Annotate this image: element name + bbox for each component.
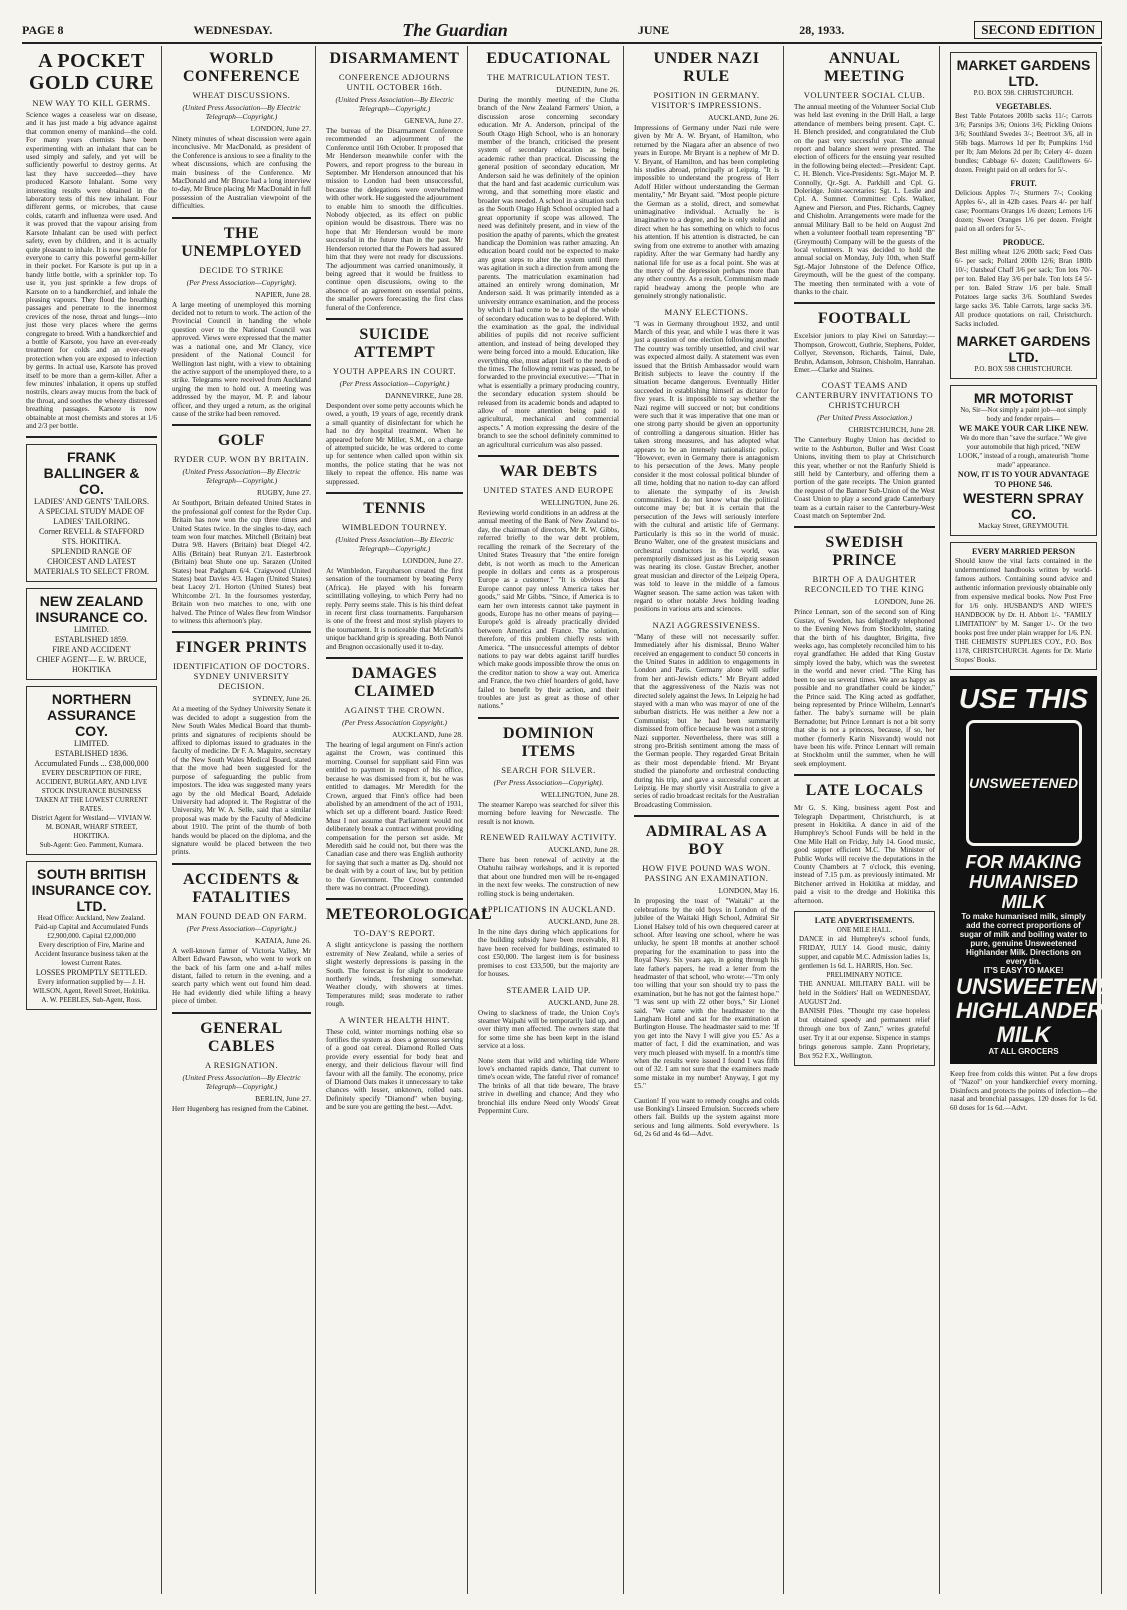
- ad-body: We do more than "save the surface." We give your automobile that high priced, "NEW LOOK," instead of a rough, amateurish "home made" appearance.: [958, 434, 1089, 469]
- ad-title: USE THIS: [958, 683, 1089, 714]
- section-vegetables: VEGETABLES.: [995, 102, 1052, 111]
- subhead: UNITED STATES AND EUROPE: [483, 485, 614, 496]
- ad-title: MARKET GARDENS LTD.: [956, 57, 1091, 89]
- divider: [794, 302, 935, 304]
- ad-body: No, Sir—Not simply a paint job—not simply body and fender repairs—: [960, 406, 1087, 423]
- ad-body: Best milling wheat 12/6 200lb sack; Feed Oats 6/- per sack; Pollard 200lb 12/6; Bran 180lb 10/-; Oatsheaf Chaff 3/6 per sack; Ton lots 70/- per ton. Baled Hay 3/6 per bale. Ton lots £4 5/- per ton. Baled Straw 1/6 per bale. Small Potatoes large sacks 3/6. Southland Swedes large sacks 3/6. Table Carrots, large sacks 3/6. All produce quotations on rail, Christchurch. Sacks included.: [955, 248, 1092, 328]
- ad-line: Accumulated Funds ... £38,000,000: [34, 759, 149, 769]
- credit-line: (Per Press Association—Copyright.): [339, 378, 450, 388]
- headline-world-conference: WORLD CONFERENCE: [182, 50, 300, 85]
- ad-south-british: [26, 861, 157, 1010]
- ad-body: Should know the vital facts contained in the undermentioned handbooks written by world-famous authors. Containing sound advice and authentic information previously obtainable only from expensive medical books. Now Post Free for 1/6 only. HUSBAND'S AND WIFE'S HANDBOOK by Dr. H. Abbott 1/-. "FAMILY LIMITATION" by M. Sanger 1/-. Or the two books post free under plain wrapper for 1/6. P.N. THE CHEMISTS' SUPPLIES COY., P.O. Box 1178, CHRISTCHURCH. Agents for Dr. Marie Stopes' Books.: [955, 557, 1092, 664]
- divider: [478, 717, 619, 719]
- ad-line: LADIES' AND GENTS' TAILORS.: [34, 497, 149, 507]
- late-advertisements: [794, 911, 935, 1066]
- article-body: Excelsior juniors to play Kiwi on Saturday:—Thompson, Growcott, Guthrie, Stephens, Polder, Collyer, Stevenson, Richards, Tainui, Dale, Bruhn, Adamson, Johnson, Chisholm, Hanrahan. Emer.—Clarke and Staines.: [794, 332, 935, 374]
- subhead: SEARCH FOR SILVER.: [501, 764, 596, 775]
- ad-sub: PRELIMINARY NOTICE.: [826, 971, 903, 980]
- article-body: At a meeting of the Sydney University Senate it was decided to adopt a suggestion from the New South Wales Medical Board that thumb-prints and signatures of recipients should be affixed to diplomas issued to graduates in the faculty of medicine. Dr F. A. Maguire, secretary of the New South Wales Medical Board, stated that the move had been suggested for the purpose of safeguarding the public from impostors. The idea was suggested many years ago by the old Medical Board, Adelaide University had adopted it. The Registrar of the University, Mr W. A. Selle, said that a similar proposal was made by the Faculty of Medicine about 1910. The print of the thumb of both hands would be placed on the diploma, and the signature would be placed between the two prints.: [172, 705, 311, 857]
- ad-body: Best Table Potatoes 200lb sacks 11/-; Carrots 3/6; Parsnips 3/6; Onions 3/6; Pickling Onions 3/6; Southland Swedes 3/-; Beetroot 3/6, all in 56lb bags. Marrows 1d per lb; Pumpkins 1½d per lb; Jam Melons 2d per lb; Celery 4/- dozen bundles; Cabbage 6/- dozen; Cauliflowers 6/- dozen. Freight paid on all orders for 5/-.: [955, 112, 1092, 174]
- headline-finger-prints: FINGER PRINTS: [175, 639, 308, 657]
- weekday: WEDNESDAY.: [193, 22, 273, 37]
- column-7: [946, 46, 1127, 1594]
- article-body: A slight anticyclone is passing the northern extremity of New Zealand, while a series of slight westerly depressions is passing in the South. The forecast is for slight to moderate northerly winds, freshening somewhat. Weather cloudy, with showers at times. Temperatures mild; seas moderate to rather rough.: [326, 941, 463, 1009]
- divider: [478, 455, 619, 457]
- ad-line: SPLENDID RANGE OF CHOICEST AND LATEST MATERIALS TO SELECT FROM.: [33, 547, 150, 577]
- ad-body: Delicious Apples 7/-; Sturmers 7/-; Cooking Apples 6/-, all in 42lb cases. Pears 4/- per half case; Poormans Oranges 1/6 dozen; Lemons 1/6 dozen; Sweet Oranges 1/6 per dozen. Freight paid on all orders for 5/-.: [955, 189, 1092, 233]
- headline-admiral-as-boy: ADMIRAL AS A BOY: [645, 823, 768, 859]
- ad-sub: P.O. BOX 598 CHRISTCHURCH.: [974, 365, 1073, 373]
- ad-northern-assurance: [26, 686, 157, 855]
- ad-line: LIMITED.: [74, 625, 109, 635]
- headline-swedish-prince: SWEDISH PRINCE: [825, 534, 904, 570]
- column-2: [168, 46, 316, 1594]
- article-body: None stem that wild and whirling tide Where love's enchanted rapids dance, That current to time's ocean wide, The fateful river of romance! The brinks of all that tide beware, The brave strive in dwelling and chance; And they who bronchial ills endure Need only Woods' Great Peppermint Cure.: [478, 1056, 619, 1115]
- article-body: "Many of these will not necessarily suffer. Immediately after his dismissal, Bruno Walter received an engagement to conduct 50 concerts in the United States in addition to engagements in London and Paris. Germany alone will suffer from her anti-Jewish edicts." Mr Bryant added that the aggressiveness of the Nazis was not directed solely against the Jews. In Leipzig he had stayed with a man who was mayor of one of the suburban districts. He was neither a Jew nor a Communist; but he had been summarily dismissed from office because he was not a strong Nazi supporter. Nevertheless, there was still a strong pro-British sentiment among the mass of the German people. They regarded Great Britain as their most dependable friend. Mr Bryant studied the pianoforte and orchestral conducting during his trip, and gave a successful concert at Leipzig. He may shortly visit Australia to give a series of radio broadcast recitals for the Australian Broadcasting Commission.: [634, 632, 779, 809]
- ad-line: LIMITED.: [74, 739, 109, 749]
- milk-can-icon: [966, 720, 1082, 846]
- ad-ballinger: [26, 444, 157, 582]
- section-produce: PRODUCE.: [1002, 238, 1045, 247]
- ad-line: ESTABLISHED 1836.: [54, 749, 129, 759]
- subhead: NAZI AGGRESSIVENESS.: [652, 619, 761, 630]
- divider: [326, 492, 463, 494]
- ad-sub: Mackay Street, GREYMOUTH.: [978, 522, 1069, 530]
- subhead: RENEWED RAILWAY ACTIVITY.: [480, 832, 617, 843]
- article-body: A large meeting of unemployed this morning decided not to return to work. The action of the Provincial Council in handing the whole question over to the National Council was approved. Views were expressed that the matter was a national one, and Mr Clancy, vice president of the National Council for Wellington last night, with a view to obtaining the active support of the unemployed there, to a strike. Telegrams were received from Auckland urging the men to hold out. A meeting was addressed by the mayor, M. P. and labour officer, and they urged a return, as the original cause of the strike had been removed.: [172, 300, 311, 418]
- dateline: SYDNEY, June 26.: [252, 694, 311, 704]
- ad-line: Corner REVELL & STAFFORD STS. HOKITIKA.: [38, 527, 145, 547]
- ad-line: FIRE AND ACCIDENT: [52, 645, 131, 655]
- credit-line: (Per Press Association Copyright.): [342, 718, 447, 728]
- dateline: AUCKLAND, June 28.: [392, 730, 463, 740]
- date: 28, 1933.: [799, 22, 845, 37]
- dateline: BERLIN, June 27.: [255, 1093, 311, 1103]
- subhead: THE MATRICULATION TEST.: [487, 72, 610, 82]
- ad-sub: P.O. BOX 598. CHRISTCHURCH.: [973, 89, 1074, 97]
- ad-line: EVERY DESCRIPTION OF FIRE, ACCIDENT, BURGLARY, AND LIVE STOCK INSURANCE BUSINESS TAKEN AT THE LOWEST CURRENT RATES.: [35, 769, 148, 814]
- credit-line: (Per Press Association—Copyright).: [493, 777, 604, 787]
- ad-title: NORTHERN ASSURANCE COY.: [47, 691, 136, 740]
- article-body: There has been renewal of activity at the Otahuhu railway workshops, and it is reported that about one hundred men will be re-engaged in the next few weeks. The construction of new rolling stock is being undertaken.: [478, 856, 619, 898]
- headline-football: FOOTBALL: [818, 310, 911, 328]
- dateline: DUNEDIN, June 26.: [556, 85, 619, 94]
- dateline: LONDON, May 16.: [718, 886, 779, 896]
- article-body: Mr G. S. King, business agent Post and Telegraph Department, Christchurch, is at present in Hokitika. A dance in aid of the Humphrey's School Funds will be held in the One Mile Hall on Friday, July 14. Good music, good supper efficient M.C. The Minister of Public Works will receive the deputations in the County Chambers at 7 o'clock, this evening, instead of 7.15 p.m. as previously intimated. Mr Bitchener arrived in Hokitika at midday, and paid a visit to the dredge and Hokitika this afternoon.: [794, 804, 935, 905]
- headline-unemployed: THE UNEMPLOYED: [181, 224, 302, 260]
- subhead: AGAINST THE CROWN.: [344, 705, 445, 716]
- subhead: DECIDE TO STRIKE: [199, 264, 284, 275]
- ad-brand: UNSWEETENED HIGHLANDER MILK: [956, 974, 1127, 1047]
- divider: [26, 436, 157, 438]
- subhead: BIRTH OF A DAUGHTER RECONCILED TO THE KING: [804, 574, 925, 595]
- headline-educational: EDUCATIONAL: [486, 50, 611, 67]
- ad-title: MARKET GARDENS LTD.: [956, 333, 1091, 365]
- newspaper-title: The Guardian: [402, 19, 508, 40]
- dateline: LONDON, June 26.: [874, 597, 935, 607]
- credit-line: (Per Press Association—Copyright.): [186, 923, 297, 933]
- headline-meteorological: METEOROLOGICAL: [326, 906, 493, 924]
- column-1: [22, 46, 162, 1594]
- article-body: The bureau of the Disarmament Conference recommended an adjournment of the Conference until 16th October. It proposed that Mr Henderson meanwhile confer with the Powers, and report progress to the bureau in September. Mr Henderson announced that his mission to London had been unsuccessful, because the delegations were overwhelmed with other work. He suggested the adjournment to enable him to smooth the difficulties. Nobody objected, as its effect on public opinion would be disastrous. There was no hope that Mr Henderson would be more successful in the future than in the past. Mr Henderson retorted that the Powers had assured him that they were not ready for discussions. The adjournment was carried unanimously, it being agreed that it would be fruitless to continue open discussions, owing to the absence of an agreement on essential points, the smaller powers forecasting the first class funeral of the Conference.: [326, 127, 463, 312]
- dateline: KATAIA, June 26.: [254, 935, 311, 945]
- article-body: The annual meeting of the Volunteer Social Club was held last evening in the Drill Hall, a large attendance of members being present. Capt. C. H. Blench presided, and congratulated the Club on the past very successful year. The annual report and balance sheet were presented. The election of officers for the ensuing year resulted in the following being elected:—President: Capt. C. H. Blench. Vice-Presidents: Sgt.-Major M. P. Connolly, Qr.-Sgt. A. Parkhill and Cpl. G. Doleridge. Joint-secretaries: Sgt. L. Leslie and Cpl. A. Sumner. Committee: Cpls. Walker, Agnew and Pierson, and Ptes. Richards, Cagney and Chisholm. Arrangements were made for the annual Military Ball to be held on August 2nd when a volunteer football team representing "B" (Greymouth) Company will be the guests of the local volunteers. It was decided to hold the annual social on Monday, July 10th, when Staff Sgt.-Major Johnstone of the Defence Office, Greymouth, will be the guest of the company. The meeting then terminated with a vote of thanks to the chair.: [794, 103, 935, 296]
- subhead: NEW WAY TO KILL GERMS.: [32, 98, 151, 108]
- column-5: [630, 46, 784, 1594]
- article-body: Science wages a ceaseless war on disease, and it has just made a big advance against that common enemy of mankind—the cold. For many years chemists have been experimenting with an inhalant that can be used simply and safely, and yet will be sufficiently powerful to destroy germs. At last they have succeeded—they have produced Karsote Inhalant. Some very interesting results were obtained in the laboratory tests of this new inhalant. Four different germs, or microbes, that cause colds, catarrh and influenza were used. And it was proved that the vapour arising from Karsote Inhalant can be used with perfect safety, even by children, and it is actually quite pleasant to inhale. It is now possible for everyone to carry this powerful germ-killer in their pocket. For Karsote is put up in a handy little bottle, with a sprinkler top. To use it, you just sprinkle a few drops of Karsote on to a handkerchief, and inhale the pleasing vapours. They flood the breathing passages and penetrate to the innermost crevices of the nose, throat and lungs—into just those very places where the germs congregate to breed. With a handkerchief and a bottle of Karsote, you have an ever-ready treatment for colds and an ever-ready protection when you are exposed to infection by germs. In actual use, Karsote has proved itself to be more than a germ-killer. After a few minutes' inhalation, it opens up stuffed nostrils, clears away mucus from the back of the throat, and soothes the wheezy distressed breathing passages. Karsote is now obtainable at most chemists and stores at 1/6 and 2/3 per bottle.: [26, 111, 157, 431]
- ad-line: District Agent for Westland— VIVIAN W. M. BONAR, WHARF STREET, HOKITIKA.: [31, 814, 152, 841]
- ad-title: SOUTH BRITISH INSURANCE COY. LTD.: [31, 866, 152, 915]
- ad-body: THE ANNUAL MILITARY BALL will be held in the Soldiers' Hall on WEDNESDAY, AUGUST 2nd.: [799, 980, 930, 1007]
- article-body: These cold, winter mornings nothing else so fortifies the system as does a generous serving of a good oat cereal. Diamond Rolled Oats provide every essential for body heat and energy, and their delicious flavour will find favour with all the family. The economy, price of Diamond Oats makes it unnecessary to take chances with lesser, unknown, rolled oats. Definitely specify "Diamond" when buying, and be sure you are getting the best.—Advt.: [326, 1027, 463, 1112]
- ad-title: FRANK BALLINGER & CO.: [43, 449, 140, 498]
- article-body: Despondent over some petty accounts which he owed, a youth, 19 years of age, recently drank a small quantity of disinfectant for which he had no dry hospital treatment. When he appeared before Mr Miller, S.M., on a charge of attempted suicide, he was ordered to come up for sentence when called upon within six months, the police stating that he was not likely to repeat the offence. His name was suppressed.: [326, 401, 463, 486]
- page-number: PAGE 8: [22, 22, 64, 37]
- divider: [326, 898, 463, 900]
- headline-war-debts: WAR DEBTS: [499, 463, 598, 481]
- ad-married-person: [950, 542, 1097, 670]
- headline-general-cables: GENERAL CABLES: [200, 1019, 283, 1055]
- ad-title: NEW ZEALAND INSURANCE CO.: [35, 593, 148, 626]
- column-4: [474, 46, 624, 1594]
- ad-nz-insurance: [26, 588, 157, 680]
- subhead: HOW FIVE POUND WAS WON. PASSING AN EXAMINATION.: [642, 863, 771, 884]
- article-body: Keep free from colds this winter. Put a few drops of "Nazol" on your handkerchief every morning. Disinfects and protects the points of infection—the nasal and bronchial passages. 120 doses for 1s 6d. 60 doses for 1s 6d.—Advt.: [950, 1070, 1097, 1112]
- dateline: AUCKLAND, June 26.: [708, 113, 779, 122]
- headline-dominion-items: DOMINION ITEMS: [502, 724, 595, 760]
- ad-body: To make humanised milk, simply add the correct proportions of sugar of milk and boiling water to pure, genuine Unsweetened Highlander Milk. Directions on every tin.: [959, 912, 1088, 966]
- credit-line: (United Press Association—By Electric Telegraph—Copyright.): [182, 1072, 301, 1091]
- subhead: VOLUNTEER SOCIAL CLUB.: [803, 90, 926, 100]
- subhead: MAN FOUND DEAD ON FARM.: [176, 910, 307, 921]
- credit-line: (United Press Association—By Electric Telegraph—Copyright.): [335, 95, 454, 113]
- column-3: [322, 46, 493, 1594]
- ad-line: Every information supplied by— J. H. WILSON, Agent, Revell Street, Hokitika. A. W. PEEBLES, Sub-Agent, Ross.: [32, 978, 151, 1005]
- divider: [794, 774, 935, 776]
- divider: [326, 318, 463, 320]
- headline-annual-meeting: ANNUAL MEETING: [824, 50, 905, 85]
- subhead: YOUTH APPEARS IN COURT.: [332, 365, 457, 376]
- ad-title: WESTERN SPRAY CO.: [963, 490, 1084, 522]
- can-label: UNSWEETENED: [969, 775, 1078, 791]
- ad-line: Head Office: Auckland, New Zealand. Paid-up Capital and Accumulated Funds £2,900,000. Capital £2,000,000: [34, 914, 149, 941]
- ad-sub: ONE MILE HALL.: [836, 926, 893, 935]
- article-body: Ninety minutes of wheat discussion were again inconclusive. Mr MacDonald, as president of the Conference is anxious to see a finality to the wheat discussions, which are confusing the main business of the Conference. Mr MacDonald and Mr Bruce had a long interview to-day, Mr Bruce placing Mr MacDonald in full possession of the Australian viewpoint of the difficulties.: [172, 135, 311, 211]
- ad-body: DANCE in aid Humphrey's school funds, FRIDAY, JULY 14. Good music, dainty supper, and capable M.C. Admission ladies 1s, gentlemen 1s 6d. L. HARRIS, Hon. Sec.: [799, 935, 930, 971]
- dateline: LONDON, June 27.: [250, 124, 311, 133]
- ad-mr-motorist: [950, 385, 1097, 536]
- ad-line: CHIEF AGENT— E. W. BRUCE, HOKITIKA: [36, 655, 147, 675]
- ad-line: ESTABLISHED 1859.: [54, 635, 129, 645]
- article-body: The Canterbury Rugby Union has decided to write to the Ashburton, Buller and West Coast Unions, inviting them to play at Christchurch this year, whether or not the Ranfurly Shield is still held by Canterbury, and offering them a portion of the gate receipts. The Union granted the request of the Banner Sub-Union of the West Coast Union to play a second grade Canterbury team as a curtain raiser to the Canterbury-West Coast match on September 2nd.: [794, 436, 935, 521]
- headline-suicide-attempt: SUICIDE ATTEMPT: [353, 325, 436, 361]
- headline-golf: GOLF: [217, 432, 266, 450]
- ad-line: Sub-Agent: Geo. Pamment, Kumara.: [39, 841, 144, 850]
- subhead: RYDER CUP. WON BY BRITAIN.: [173, 454, 310, 465]
- dateline: NAPIER, June 28.: [255, 289, 311, 299]
- divider: [172, 631, 311, 633]
- month: JUNE: [637, 22, 670, 37]
- ad-body: AT ALL GROCERS: [988, 1047, 1059, 1056]
- headline-disarmament: DISARMAMENT: [329, 50, 460, 67]
- ad-body: WE MAKE YOUR CAR LIKE NEW.: [958, 424, 1089, 433]
- column-6: [790, 46, 940, 1594]
- headline-damages-claimed: DAMAGES CLAIMED: [351, 665, 438, 701]
- subhead: CONFERENCE ADJOURNS UNTIL OCTOBER 16th.: [338, 72, 451, 92]
- divider: [634, 815, 779, 817]
- subhead: WIMBLEDON TOURNEY.: [341, 522, 448, 532]
- dateline: AUCKLAND, June 28.: [548, 997, 619, 1007]
- ad-title: MR MOTORIST: [973, 390, 1074, 406]
- divider: [172, 217, 311, 219]
- article-body: In proposing the toast of "Waitaki" at the celebrations by the old boys in London of the jubilee of the Waitaki High School, Admiral Sir Lionel Halsey told of his own chequered career at school. After leaving one school, where he was unlucky, he spent 18 months at another school preparing for the examination to pass into the Royal Navy. Six years ago, in going through his late father's papers, he read a letter from the headmaster of that school, who wrote:—"I'm only too willing that your son should try to pass the examination, but he has not got the faintest hope." "I was sent up with 22 other boys," Sir Lionel said. "We came with the headmaster to the Langham Hotel and sat for the examination at Burlington House. The headmaster said to me: 'If you get into the Navy I will give you £5.' As a matter of fact, I did the examination, and was very much pleased with myself. In a month's time when the results were issued I found I was fifth out of 32. I am not sure that the examiners made some mistake in my number! Anyway, I got my £5.": [634, 897, 779, 1091]
- masthead: [22, 18, 1102, 44]
- divider: [172, 863, 311, 865]
- dateline: CHRISTCHURCH, June 28.: [848, 425, 935, 435]
- headline-accidents: ACCIDENTS & FATALITIES: [182, 870, 301, 906]
- headline-late-locals: LATE LOCALS: [805, 782, 924, 800]
- subhead: A RESIGNATION.: [204, 1059, 279, 1070]
- divider: [172, 424, 311, 426]
- article-body: Impressions of Germany under Nazi rule were given by Mr A. W. Bryant, of Hamilton, who returned by the Niagara after an absence of two years in Europe. Mr Bryant is a nephew of Mr D. V. Bryant, of Hamilton, and has been completing his studies abroad, principally at Leipzig. "It is impossible to understand the progress of Herr Adolf Hitler without understanding the German mentality," Mr Bryant said. "Most people picture the German as a stolid, direct, and somewhat unimaginative individual. Actually he is imaginative to a degree, and he is only stolid and direct when he has something on which to focus his attention. If his attention is distracted, he can swing from one extreme to another with amazing rapidity. After the war Germany had hardly any national life for use as a focal point. She was at the mercy of the depression perhaps more than any other country. As a result, Communism made rapid headway among the people who are genuinely strongly nationalistic.: [634, 124, 779, 301]
- dateline: LONDON, June 27.: [402, 556, 463, 565]
- article-body: Prince Lennart, son of the second son of King Gustav, of Sweden, has delightedly telephoned to the Evening News from Stockholm, stating that the birth of his daughter, Brigitta, five weeks ago, has completely reconciled him to his royal grandfather. He added that King Gustav simply loved the baby, which was the sweetest in the world and never cried. "The King has been to see us several times. We are as happy as possible and no grandfather could be kinder," the Prince said. The King acted as godfather, being represented by Prince Wilhelm, Lennart's father. The baby's surname will be plain Bernadotte; but Prince Lennart is not a bit sorry that she is not a princess, because, if so, her mother (formerly Karin Nissvandt) would not have been his wife. Prince Lennart will remain at Stockholm until the summer, when he will seek employment.: [794, 608, 935, 768]
- headline-tennis: TENNIS: [363, 500, 426, 517]
- subhead: MANY ELECTIONS.: [664, 306, 749, 317]
- subhead: IDENTIFICATION OF DOCTORS. SYDNEY UNIVERSITY DECISION.: [173, 661, 310, 692]
- ad-line: A SPECIAL STUDY MADE OF LADIES' TAILORING.: [38, 507, 145, 527]
- divider: [794, 526, 935, 528]
- dateline: WELLINGTON, June 26.: [540, 498, 619, 508]
- article-body: The steamer Karepo was searched for silver this morning before leaving for Newcastle. The result is not known.: [478, 800, 619, 826]
- headline-pocket-gold-cure: A POCKET GOLD CURE: [28, 50, 155, 94]
- subhead: APPLICATIONS IN AUCKLAND.: [481, 904, 616, 915]
- subhead: A WINTER HEALTH HINT.: [339, 1014, 450, 1025]
- article-body: The hearing of legal argument on Finn's action against the Crown, was continued this morning. Counsel for suppliant said Finn was entitled to payment in respect of his office, because he was dismissed from it, but he was entitled to damages. Mr Meredith for the Crown, argued that Finn's office had been abolished by an amendment of the act of 1931, which set up a different board. Justice Reed: Must I not assume that Parliament would not deliberately break a contract without providing compensation for the person set aside. Mr Meredith said he could not, but there was the Canadian case and there was English authority for saying that such a matter as Dg. should not be dealt with by a court of law, but by petition to the Government. The Crown contended there was no contract. (Proceeding).: [326, 741, 463, 892]
- dateline: GENEVA, June 27.: [404, 116, 463, 125]
- subhead: POSITION IN GERMANY. VISITOR'S IMPRESSIONS.: [651, 90, 762, 110]
- article-body: A well-known farmer of Victoria Valley, Mr Albert Edward Pawson, who went to work on the back of his farm one and a-half miles distant, failed to return in the evening, and a search party which went out found him dead. He had evidently died while lifting a heavy piece of timber.: [172, 946, 311, 1006]
- article-body: Reviewing world conditions in an address at the annual meeting of the Bank of New Zealand to-day, the chairman of directors, Mr R. W. Gibbs, referred briefly to the war debt problem, recalling the remark of the Secretary of the United States Treasury that "the entire foreign debt, is not worth as much to the American people in dollars and cents as a prosperous Europe as a customer." "It is obvious that Europe cannot pay unless America takes her goods," said Mr Gibbs. "Since, if America is to earn her own interests cannot take payment in goods, Europe has no other means of paying—Europe's gold is already practically divided between America and France. The solution, therefore, of this problem chiefly rests with America. "The unsuccessful attempts of debtor nations to pay war debts against tariff hurdles which make goods impossible throw the onus on the creditor nation to show a way out. America and France, the two chief hoarders of gold, have failed to benefit by their action, and their troubles are just as great as those of other nations.": [478, 509, 619, 711]
- ad-market-gardens: [950, 52, 1097, 379]
- divider: [172, 1012, 311, 1014]
- credit-line: (Per United Press Association.): [817, 413, 912, 423]
- ad-title: LATE ADVERTISEMENTS.: [814, 916, 915, 926]
- ad-body: BANISH Piles. "Thought my case hopeless but obtained speedy and permanent relief through one box of Zann," writes grateful user. Try it at our expense. Sixpence in stamps brings generous sample. Zann Proprietary, Box 952 F.X., Wellington.: [799, 1007, 930, 1061]
- subhead: WHEAT DISCUSSIONS.: [192, 90, 291, 100]
- article-body: "I was in Germany throughout 1932, and until March of this year, and while I was there it was just a question of one election following another. The country was terribly unsettled, and civil war was expected almost daily. A statement was even issued that the British Ambassador would warn British subjects to leave the country if the situation became dangerous. Eventually Hitler succeeded in establishing himself as dictator for five years. It is impossible to say whether the Nazi regime will succeed or not; but conditions were such that it was imperative that one man or one strong party should be given an opportunity of controlling a dangerous situation. Hitler has taken strong measures, and has adopted what appears to be an intensely nationalistic policy. "However, even in Germany there is antagonism to his persecution of the Jews. Many people consider it the most colossal political blunder of all time, holding that no nation to-day can afford to alienate the sympathy of its Jewish communities. I do not know what the political outcome may be; but it is certain that the persecution of the Jews will seriously interfere with the cultural and artistic life of Germany. Particularly is this so in the world of music. Bruno Walter, one of the greatest musicians and orchestral conductors in the world, was peremptorily dismissed just as his Leipzig season was nearing its close. Gustav Brecher, another great musician and director of the Leipzig Opera, was told to leave in the middle of a famous Wagner season. The same action was taken with regard to other notable Jews holding leading positions in various arts and sciences.: [634, 319, 779, 614]
- divider: [326, 657, 463, 659]
- headline-under-nazi-rule: UNDER NAZI RULE: [653, 50, 760, 85]
- credit-line: (United Press Association—By Electric Telegraph—Copyright.): [335, 535, 454, 553]
- dateline: AUCKLAND, June 28.: [548, 917, 619, 927]
- edition-badge: SECOND EDITION: [974, 21, 1102, 39]
- article-body: Herr Hugenberg has resigned from the Cabinet.: [172, 1104, 309, 1113]
- credit-line: (Per Press Association—Copyright).: [186, 277, 297, 287]
- dateline: AUCKLAND, June 28.: [548, 845, 619, 855]
- article-body: Owing to slackness of trade, the Union Coy's steamer Waipahi will be temporarily laid up, and over thirty men affected. The owners state that for some time she has been kept in the island service at a loss.: [478, 1008, 619, 1051]
- ad-body: FOR MAKING HUMANISED MILK: [965, 852, 1082, 912]
- article-body: At Southport, Britain defeated United States in the professional golf contest for the Ryder Cup. Britain has now won the cup three times and United States twice. In the singles to-day, each team won four matches. Mitchell (Britain) beat Dutra 9/8. Havers (Britain) beat Diegel 4/2. Allis (Britain) beat Runyan 2/1. Easterbrook (Britain) beat Shute one up. Sarazen (United States) beat Padgham 6/4. Craigwood (United States) beat Davies 4/3. Hagen (United States) beat Lacey 2/1. Horton (United States) beat Whitcombe 2/1. In the foursomes yesterday, Britain won two matches to one, with one halved. The Prince of Wales flew from Windsor to witness this afternoon's play.: [172, 499, 311, 626]
- dateline: DANNEVIRKE, June 28.: [385, 390, 463, 400]
- section-fruit: FRUIT.: [1010, 179, 1037, 188]
- article-body: At Wimbledon, Farquharson created the first sensation of the tournament by beating Perry (Africa). He played with his forearm scintillating volleying, to which Perry had no reply. Perry seems stale. This is his third defeat in recent first class tournaments. Farquharson is one of the freest and most stylish players to the tournament. It is noticeable that McGrath's unique backhand grip is spreading. Both Nunoi and Brugnon occasionally used it to-day.: [326, 567, 463, 651]
- article-body: During the monthly meeting of the Clutha branch of the New Zealand Farmers' Union, a discussion arose concerning secondary education. Mr A. Anderson, principal of the South Otago High School, who is an honorary member of the branch, criticised the present system of secondary education as being academic rather than practical. Discussing the general position of secondary education, Mr Anderson said he was definitely of the opinion that the hard and fast academic curriculum was wrong, and that something more elastic and broader was needed. A school in a situation such as the South Otago High School occupied had a great opportunity if scope was allowed. The need was definitely present, and in view of the position the apathy of parents, which the greatest handicap the Dominion was rather amazing. An education board could not be expected to make any great steps to alter the system until there was agitation in such a direction from among the parents. The matriculation examination had attained an entirely wrong domination, Mr Anderson said. It was primarily intended as a university entrance examination, and the process by which it had come to be a goal of the whole of secondary education was to be deplored. With the examination as the goal, the individual abilities of pupils did not receive sufficient attention, and instead of being developed they were being forced into a mould. Education, like everything else, must adapt itself to the needs of the times. The following remit was passed, to be forwarded to the provincial executive:—"That in what is essentially a primary producing country, the secondary education system should be released from its academic bonds and adapted to allow of more attention being paid to agricultural, mechanical and commercial aspects." A motion expressing the desire of the branch to see the school definitely committed to an agricultural curriculum was also passed.: [478, 96, 619, 449]
- credit-line: (United Press Association—By Electric Telegraph—Copyright.): [182, 103, 301, 121]
- credit-line: (United Press Association—By Electric Telegraph—Copyright.): [182, 467, 301, 486]
- ad-line: Every description of Fire, Marine and Accident Insurance business taken at the lowest Current Rates.: [34, 941, 149, 968]
- article-body: Caution! If you want to remedy coughs and colds use Bonking's Linseed Emulsion. Succeeds where others fail. Builds up the system against more serious and lung ailments. Sold everywhere. 1s 6d, 2s 6d and 4s 6d—Advt.: [634, 1096, 779, 1139]
- ad-line: LOSSES PROMPTLY SETTLED.: [35, 968, 148, 978]
- dateline: WELLINGTON, June 28.: [540, 789, 619, 799]
- subhead: STEAMER LAID UP.: [506, 984, 591, 995]
- ad-highlander-milk: [950, 676, 1127, 1064]
- dateline: RUGBY, June 27.: [256, 488, 311, 498]
- ad-body: IT'S EASY TO MAKE!: [983, 966, 1064, 975]
- subhead: TO-DAY'S REPORT.: [353, 928, 436, 939]
- ad-title: EVERY MARRIED PERSON: [972, 547, 1075, 556]
- subhead: COAST TEAMS AND CANTERBURY INVITATIONS TO CHRISTCHURCH: [795, 380, 934, 411]
- article-body: In the nine days during which applications for the building subsidy have been receivable, 81 have been received for buildings, estimated to cost £50,000. The largest item is for business premises to cost £33,500, but the majority are for houses.: [478, 928, 619, 979]
- ad-body: NOW, IT IS TO YOUR ADVANTAGE TO PHONE 546.: [957, 470, 1090, 489]
